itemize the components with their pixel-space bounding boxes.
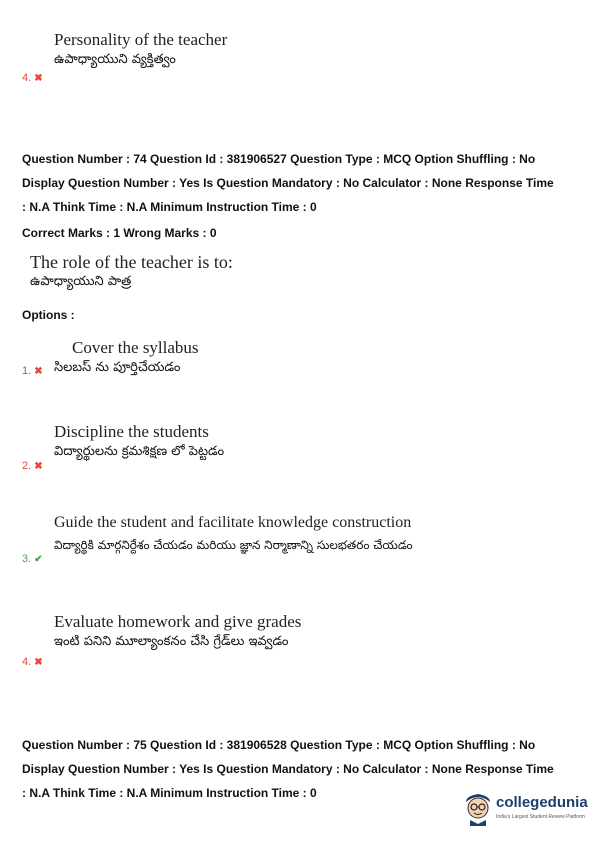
wrong-cross-icon: ✖ bbox=[34, 657, 43, 668]
q75-meta-line-1: Question Number : 75 Question Id : 381906528 Question Type : MCQ Option Shuffling : No bbox=[22, 738, 536, 752]
wrong-cross-icon: ✖ bbox=[34, 461, 43, 472]
wrong-cross-icon: ✖ bbox=[34, 366, 43, 377]
option-4-number bbox=[22, 656, 43, 668]
logo-tagline: India's Largest Student Review Platform bbox=[496, 814, 585, 820]
q74-meta-line-1: Question Number : 74 Question Id : 381906527 Question Type : MCQ Option Shuffling : No bbox=[22, 152, 536, 166]
q75-meta-line-2: Display Question Number : Yes Is Question Mandatory : No Calculator : None Response Time bbox=[22, 762, 554, 776]
q75-meta-line-3: : N.A Think Time : N.A Minimum Instruction Time : 0 bbox=[22, 786, 317, 800]
option-number: 1. bbox=[22, 365, 32, 377]
options-label: Options : bbox=[22, 308, 75, 322]
prev-option-4-number bbox=[22, 72, 43, 84]
option-1-telugu: సిలబస్ ను పూర్తిచేయడం bbox=[54, 360, 181, 375]
prev-option-4-telugu: ఉపాధ్యాయుని వ్యక్తిత్వం bbox=[54, 52, 176, 67]
option-4-english: Evaluate homework and give grades bbox=[54, 612, 302, 631]
option-number: 4. bbox=[22, 656, 32, 668]
correct-check-icon: ✔ bbox=[34, 554, 43, 565]
q74-meta-line-2: Display Question Number : Yes Is Question Mandatory : No Calculator : None Response Time bbox=[22, 176, 554, 190]
option-number: 2. bbox=[22, 460, 32, 472]
option-number: 4. bbox=[22, 72, 32, 84]
logo-name: collegedunia bbox=[496, 794, 588, 811]
option-2-number bbox=[22, 460, 43, 472]
option-1-english: Cover the syllabus bbox=[72, 338, 199, 357]
option-3-telugu: విద్యార్థికి మార్గనిర్దేశం చేయడం మరియు జ్ఞాన నిర్మాణాన్ని సులభతరం చేయడం bbox=[54, 538, 413, 552]
q74-question-english: The role of the teacher is to: bbox=[30, 252, 233, 272]
option-3-english: Guide the student and facilitate knowledge construction bbox=[54, 514, 412, 531]
option-2-english: Discipline the students bbox=[54, 422, 209, 441]
collegedunia-logo bbox=[462, 790, 592, 830]
option-2-telugu: విద్యార్థులను క్రమశిక్షణ లో పెట్టడం bbox=[54, 444, 225, 459]
option-number: 3. bbox=[22, 553, 32, 565]
option-3-number bbox=[22, 553, 43, 565]
prev-option-4-english: Personality of the teacher bbox=[54, 30, 228, 49]
q74-question-telugu: ఉపాధ్యాయుని పాత్ర bbox=[30, 274, 132, 289]
q74-marks: Correct Marks : 1 Wrong Marks : 0 bbox=[22, 226, 217, 240]
option-1-number bbox=[22, 365, 43, 377]
student-mascot-icon bbox=[462, 790, 494, 826]
wrong-cross-icon: ✖ bbox=[34, 73, 43, 84]
option-4-telugu: ఇంటి పనిని మూల్యాంకనం చేసి గ్రేడ్‌లు ఇవ్వడం bbox=[54, 634, 289, 649]
q74-meta-line-3: : N.A Think Time : N.A Minimum Instruction Time : 0 bbox=[22, 200, 317, 214]
